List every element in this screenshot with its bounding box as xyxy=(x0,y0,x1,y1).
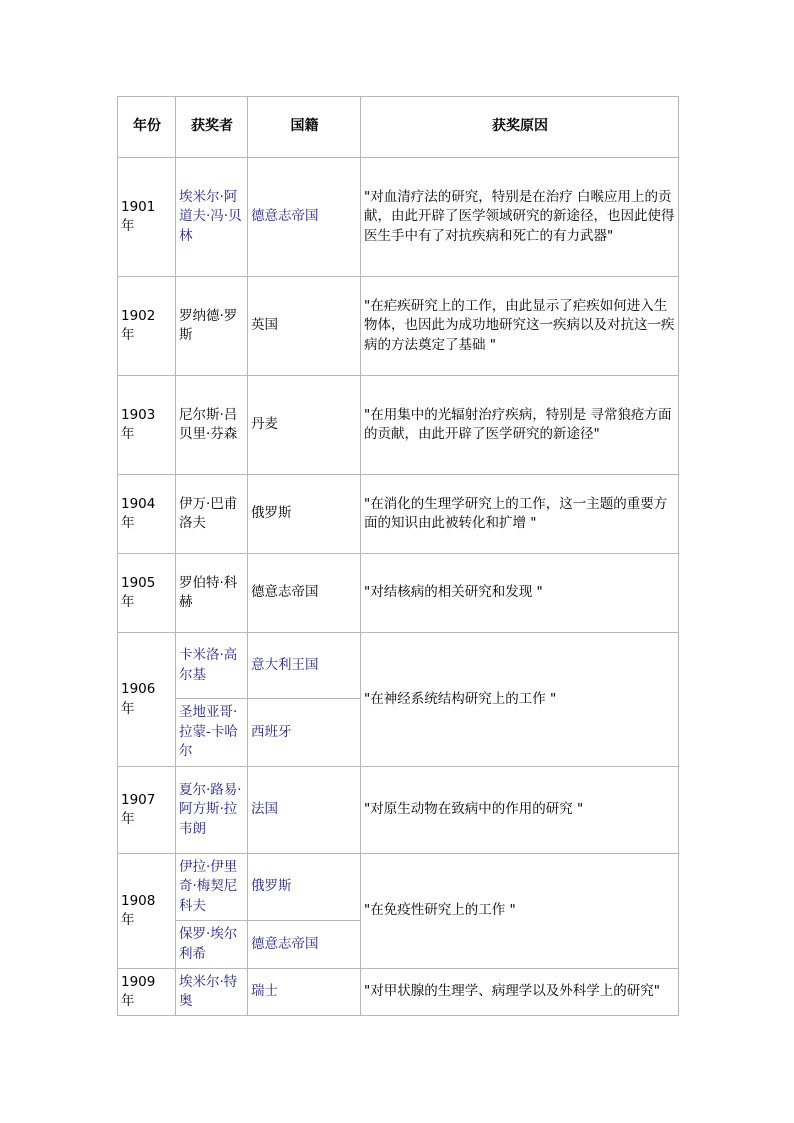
reason-cell: "在用集中的光辐射治疗疾病，特别是 寻常狼疮方面的贡献，由此开辟了医学研究的新途径" xyxy=(361,376,679,475)
table-row xyxy=(118,854,679,921)
header-year: 年份 xyxy=(118,97,176,158)
nationality-link[interactable]: 法国 xyxy=(248,767,361,854)
winner-link[interactable]: 夏尔·路易·阿方斯·拉韦朗 xyxy=(176,767,248,854)
header-winner: 获奖者 xyxy=(176,97,248,158)
nationality-link[interactable]: 意大利王国 xyxy=(248,633,361,699)
reason-cell: "在神经系统结构研究上的工作 " xyxy=(361,633,679,767)
reason-cell: "对甲状腺的生理学、病理学以及外科学上的研究" xyxy=(361,969,679,1016)
nationality-link[interactable]: 瑞士 xyxy=(248,969,361,1016)
reason-cell: "对结核病的相关研究和发现 " xyxy=(361,554,679,633)
year-cell: 1902 年 xyxy=(118,277,176,376)
winner-link[interactable]: 保罗·埃尔利希 xyxy=(176,921,248,969)
winner-link[interactable]: 卡米洛·高尔基 xyxy=(176,633,248,699)
year-cell: 1903 年 xyxy=(118,376,176,475)
nationality-cell: 俄罗斯 xyxy=(248,475,361,554)
table-body xyxy=(118,158,679,1016)
table-row xyxy=(118,767,679,854)
nationality-link[interactable]: 德意志帝国 xyxy=(248,921,361,969)
year-cell: 1908 年 xyxy=(118,854,176,969)
nationality-cell: 丹麦 xyxy=(248,376,361,475)
table-row xyxy=(118,475,679,554)
reason-cell: "对原生动物在致病中的作用的研究 " xyxy=(361,767,679,854)
table-header-row xyxy=(118,97,679,158)
table-row xyxy=(118,633,679,699)
winner-cell: 罗伯特·科赫 xyxy=(176,554,248,633)
year-cell: 1907 年 xyxy=(118,767,176,854)
reason-cell: "在消化的生理学研究上的工作，这一主题的重要方面的知识由此被转化和扩增 " xyxy=(361,475,679,554)
winner-link[interactable]: 埃米尔·特奥 xyxy=(176,969,248,1016)
header-nationality: 国籍 xyxy=(248,97,361,158)
table-row xyxy=(118,277,679,376)
winner-cell: 罗纳德·罗斯 xyxy=(176,277,248,376)
header-reason: 获奖原因 xyxy=(361,97,679,158)
winner-link[interactable]: 伊拉·伊里奇·梅契尼科夫 xyxy=(176,854,248,921)
table-row xyxy=(118,969,679,1016)
nationality-link[interactable]: 俄罗斯 xyxy=(248,854,361,921)
winner-link[interactable]: 圣地亚哥·拉蒙-卡哈尔 xyxy=(176,699,248,767)
year-cell: 1905 年 xyxy=(118,554,176,633)
table-row xyxy=(118,158,679,277)
winner-cell: 伊万·巴甫洛夫 xyxy=(176,475,248,554)
nationality-cell: 德意志帝国 xyxy=(248,554,361,633)
year-cell: 1909 年 xyxy=(118,969,176,1016)
nationality-link[interactable]: 德意志帝国 xyxy=(248,158,361,277)
winner-cell: 尼尔斯·吕贝里·芬森 xyxy=(176,376,248,475)
year-cell: 1904 年 xyxy=(118,475,176,554)
reason-cell: "在免疫性研究上的工作 " xyxy=(361,854,679,969)
nationality-link[interactable]: 西班牙 xyxy=(248,699,361,767)
reason-cell: "对血清疗法的研究，特别是在治疗 白喉应用上的贡献，由此开辟了医学领域研究的新途径，也因此使得医生手中有了对抗疾病和死亡的有力武器" xyxy=(361,158,679,277)
table-row xyxy=(118,554,679,633)
year-cell: 1901 年 xyxy=(118,158,176,277)
nobel-prize-table xyxy=(117,96,679,1016)
year-cell: 1906 年 xyxy=(118,633,176,767)
reason-cell: "在疟疾研究上的工作，由此显示了疟疾如何进入生物体，也因此为成功地研究这一疾病以及对抗这一疾病的方法奠定了基础 " xyxy=(361,277,679,376)
table-row xyxy=(118,376,679,475)
nationality-cell: 英国 xyxy=(248,277,361,376)
winner-link[interactable]: 埃米尔·阿道夫·冯·贝林 xyxy=(176,158,248,277)
